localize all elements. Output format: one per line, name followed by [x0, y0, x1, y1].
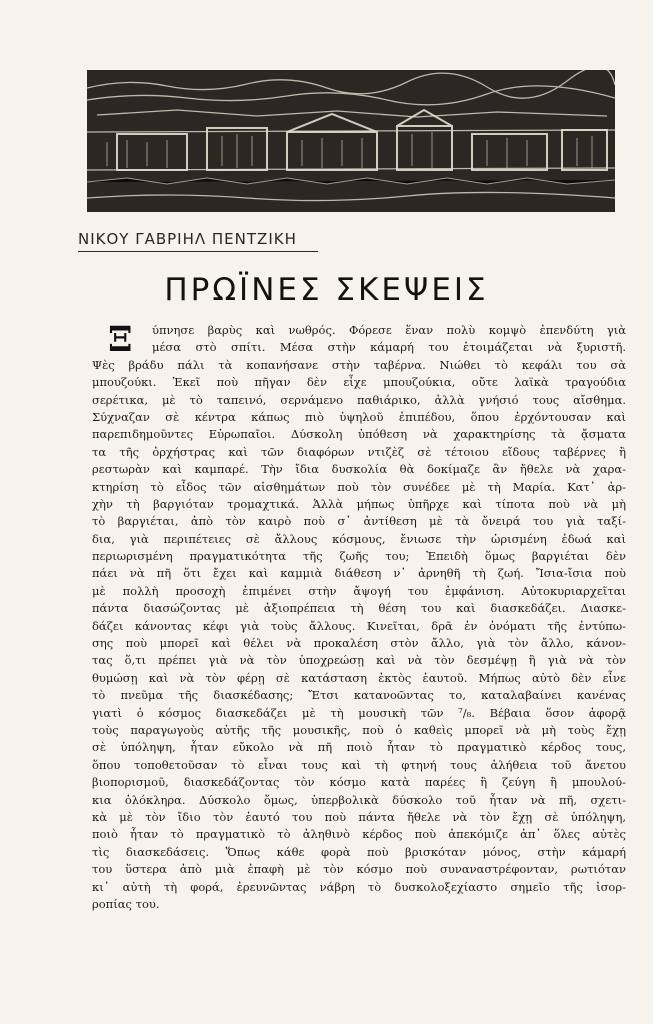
- text-line: τὶς διασκεδάσεις. Ὅπως κάθε φορὰ ποὺ βρισκόταν μόνος, στὴν κάμαρή: [92, 844, 626, 859]
- text-line: κὰ μὲ τὸν ἴδιο τὸν ἑαυτό του ποὺ πάντα ἤθελε νὰ τὸν ἔχῃ σὲ ὑπόληψη,: [92, 809, 626, 824]
- text-line: ποιὸ ἦταν τὸ πραγματικὸ τὸ ἀληθινὸ κέρδος ποὺ ἀπεκόμιζε ἀπ᾽ ὅλες αὐτὲς: [92, 827, 626, 842]
- text-line: του ὕστερα ἀπὸ μιὰ ἐπαφὴ μὲ τὸν κόσμο ποὺ συναναστρέφονταν, ρωτιόταν: [92, 862, 626, 877]
- text-line: τὸ βαργιέται, ἀπὸ τὸν καιρὸ ποὺ σ᾽ ἀντίθεση μὲ τὰ ὄνειρά του γιὰ ταξί-: [92, 514, 626, 529]
- text-line: ύπνησε βαρὺς καὶ νωθρός. Φόρεσε ἕναν πολὺ κομψὸ ἐπενδύτη γιὰ: [152, 323, 626, 337]
- text-line: δάζει κάνοντας κέφι γιὰ τοὺς ἄλλους. Κινεῖται, δρᾶ ἐν ὀνόματι τῆς ἐντύπω-: [92, 618, 626, 633]
- text-line: Σύχναζαν σὲ κέντρα κάπως πιὸ ὑψηλοῦ ἐπιπέδου, ὅπου ἐρχόντουσαν καὶ: [92, 409, 626, 424]
- text-line: δια, γιὰ περιπέτειες σὲ ἄλλους κόσμους, ἔνιωσε τὴν ὡρισμένη ἐδωά καὶ: [92, 531, 626, 546]
- woodcut-illustration: [87, 70, 615, 212]
- text-line: Ψὲς βράδυ πάλι τὰ κοπανήσανε στὴν ταβέρνα. Νιώθει τὸ κεφάλι του σὰ: [92, 357, 626, 372]
- text-line: ρεστωρὰν καὶ καμπαρέ. Τὴν ἴδια δυσκολία θὰ δοκίμαζε ἂν ἤθελε νὰ χαρα-: [92, 462, 626, 477]
- text-line: τα τῆς ὀρχήστρας καὶ τῶν διαφόρων ντιζὲζ σὲ τέτοιου εἴδους ταβέρνες ἢ: [92, 444, 626, 459]
- text-line: θυμώσῃ καὶ νὰ τὸν φέρῃ σὲ κατάσταση ἐκτὸς ἑαυτοῦ. Μήπως αὐτὸ δὲν εἶνε: [92, 670, 626, 685]
- woodcut-illustration-svg: [87, 70, 615, 212]
- text-line: μέσα στὸ σπίτι. Μέσα στὴν κάμαρή του ἑτοιμάζεται νὰ ξυριστῆ.: [152, 340, 626, 355]
- text-line: κτηρίση τὸ εἶδος τῶν αἰσθημάτων ποὺ τὸν συνέδεε μὲ τὴ Μαρία. Κατ᾽ ἀρ-: [92, 479, 626, 494]
- article-title: ΠΡΩΪΝΕΣ ΣΚΕΨΕΙΣ: [164, 272, 489, 308]
- text-line: ροπίας του.: [92, 896, 160, 911]
- text-line: κι᾽ αὐτὴ τὴ φορά, ἐρευνῶντας νάβρη τὸ δυσκολοξεχίαστο σημεῖο τῆς ἰσορ-: [92, 879, 626, 894]
- text-line: τας ὅ,τι πρέπει γιὰ νὰ τὸν ὑποχρεώσῃ καὶ νὰ τὸν δεσμέψῃ ἢ γιὰ νὰ τὸν: [92, 653, 626, 668]
- text-line: ὅπου τοποθετοῦσαν τὸ εἶναι τους καὶ τὴ φτηνή τους ἀλήθεια τοῦ ἄνετου: [92, 757, 626, 772]
- text-line: σὲ ὑπόληψη, ἦταν εὔκολο νὰ πῆ ποιὸ ἦταν τὸ πραγματικὸ κέρδος τους,: [92, 740, 626, 755]
- text-line: γιατὶ ὁ κόσμος διασκεδάζει μὲ τὴ μουσικὴ τῶν ⁷/₈. Βέβαια ὅσον ἀφορᾷ: [92, 705, 626, 720]
- article-body: [92, 319, 626, 913]
- text-line: βιοπορισμοῦ, διασκεδάζοντας τὸν κόσμο κατὰ παρέες ἢ ζεύγη ἢ μπουλού-: [92, 775, 626, 790]
- text-line: τοὺς παραγωγοὺς αὐτῆς τῆς μουσικῆς, ποὺ ὁ καθεὶς μπορεῖ νὰ μὴ τοὺς ἔχῃ: [92, 722, 626, 737]
- text-line: πάει νὰ πῆ ὅτι ἔχει καὶ καμμιὰ διάθεση ν᾽ ἀρνηθῆ τὴ ζωή. Ἴσια-ἴσια ποὺ: [92, 566, 626, 581]
- text-line: παρεπιδημοῦντες Εὐρωπαῖοι. Δύσκολη ὑπόθεση νὰ χαρακτηρίσης τὰ ᾄσματα: [92, 427, 626, 442]
- text-line: μπουζούκι. Ἐκεῖ ποὺ πῆγαν δὲν εἶχε μπουζούκια, οὔτε λαϊκὰ τραγούδια: [92, 375, 626, 390]
- author-byline: ΝΙΚΟΥ ΓΑΒΡΙΗΛ ΠΕΝΤΖΙΚΗ: [78, 230, 318, 252]
- text-line: σης ποὺ μπορεῖ καὶ θέλει νὰ προκαλέση στὸν ἄλλο, γιὰ τὸν ἄλλο, κάνον-: [92, 636, 626, 651]
- text-line: κια ὁλόκληρα. Δύσκολο ὅμως, ὑπερβολικὰ δύσκολο τοῦ ἦταν νὰ πῆ, σχετι-: [92, 792, 626, 807]
- text-line: χὴν τὴ βαργιόταν τρομαχτικά. Ἀλλὰ μήπως ὑπῆρχε καὶ τίποτα ποὺ νὰ μὴ: [92, 496, 626, 511]
- text-line: περιωρισμένη πραγματικότητα τῆς ζωῆς του; Ἐπειδὴ ὅμως βαργιέται δὲν: [92, 549, 626, 564]
- drop-cap: Ξ: [108, 319, 133, 360]
- text-line: σερέτικα, μὲ τὸ ταπεινό, σερνάμενο παθιάρικο, ἀλλὰ γνήσιό τους αἴσθημα.: [92, 392, 626, 407]
- text-line: πάντα διασώζοντας μὲ ἀξιοπρέπεια τὴ θέση του καὶ διασκεδάζει. Διασκε-: [92, 601, 626, 616]
- text-line: μὲ πολλὴ προσοχὴ ἐπιμένει στὴν ἄψογή του ἐμφάνιση. Αὐτοκυριαρχεῖται: [92, 583, 626, 598]
- text-line: τὸ πνεῦμα τῆς διασκέδασης; Ἔτσι κατανοῶντας το, καταλαβαίνει κανένας: [92, 688, 626, 703]
